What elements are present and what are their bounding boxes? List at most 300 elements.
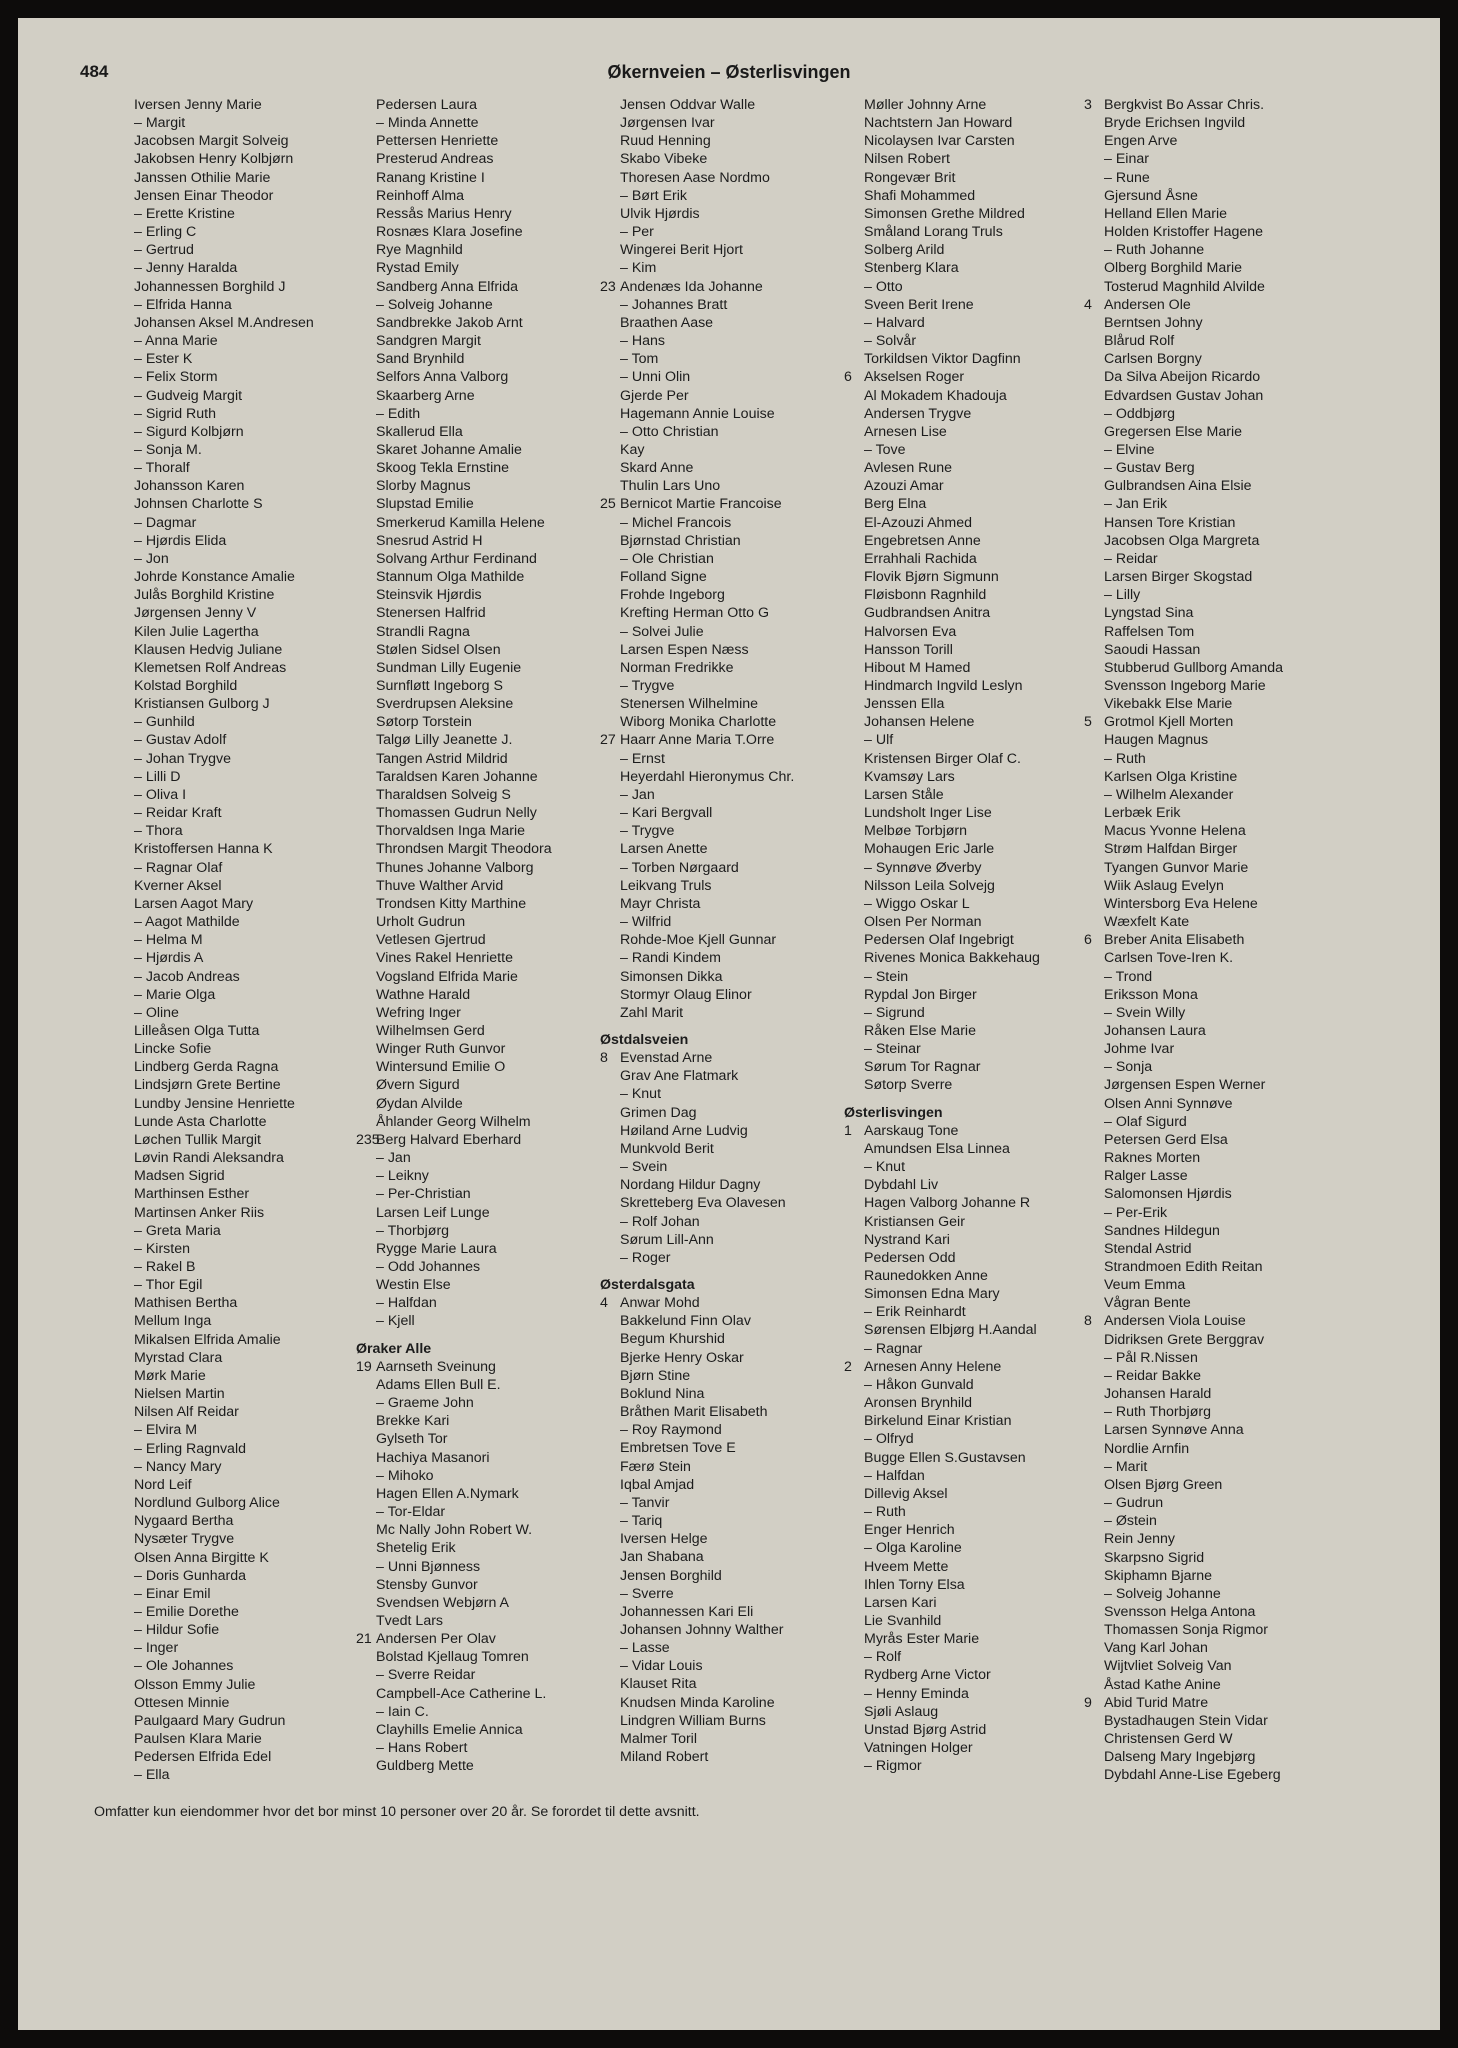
resident-name: – Reidar Bakke	[1104, 1367, 1201, 1384]
house-number	[114, 568, 134, 586]
house-number	[356, 1204, 376, 1222]
footnote: Omfatter kun eiendommer hvor det bor minst 10 personer over 20 år. Se forordet til dette avsnitt.	[94, 1804, 700, 1820]
house-number	[600, 877, 620, 895]
resident-entry	[114, 750, 364, 768]
resident-name: Nilsson Leila Solvejg	[864, 877, 995, 894]
resident-name: – Ruth Johanne	[1104, 242, 1205, 259]
resident-entry	[600, 677, 850, 695]
house-number	[114, 187, 134, 205]
resident-name: – Lasse	[620, 1640, 670, 1657]
resident-name: Nordlund Gulborg Alice	[134, 1495, 280, 1512]
house-number	[1084, 1294, 1104, 1312]
resident-name: Frohde Ingeborg	[620, 587, 725, 604]
resident-entry	[600, 604, 850, 622]
house-number	[600, 332, 620, 350]
resident-name: – Svein Willy	[1104, 1004, 1186, 1021]
house-number	[844, 1594, 864, 1612]
resident-name: Svendsen Webjørn A	[376, 1594, 510, 1611]
house-number	[1084, 441, 1104, 459]
house-number	[356, 1004, 376, 1022]
resident-name: Petersen Gerd Elsa	[1104, 1131, 1228, 1148]
resident-entry	[114, 1149, 364, 1167]
resident-name: Ottesen Minnie	[134, 1694, 230, 1711]
resident-entry	[844, 550, 1094, 568]
resident-entry	[114, 223, 364, 241]
resident-entry	[844, 96, 1094, 114]
resident-name: – Gustav Adolf	[134, 732, 227, 749]
resident-entry	[356, 968, 606, 986]
resident-name: Winger Ruth Gunvor	[376, 1041, 506, 1058]
resident-entry	[600, 1712, 850, 1730]
house-number	[356, 1376, 376, 1394]
resident-entry	[356, 1539, 606, 1557]
resident-entry	[600, 1439, 850, 1457]
resident-name: Olsen Anni Synnøve	[1104, 1095, 1233, 1112]
resident-entry	[600, 1067, 850, 1085]
resident-name: Clayhills Emelie Annica	[376, 1721, 523, 1738]
resident-name: – Anna Marie	[134, 333, 218, 350]
resident-entry	[114, 532, 364, 550]
resident-entry	[114, 1549, 364, 1567]
house-number	[844, 1321, 864, 1339]
resident-name: Bjerke Henry Oskar	[620, 1349, 744, 1366]
resident-name: Urholt Gudrun	[376, 914, 466, 931]
resident-name: Kristoffersen Hanna K	[134, 841, 273, 858]
resident-entry	[600, 931, 850, 949]
resident-name: Jacobsen Margit Solveig	[134, 133, 289, 150]
resident-entry	[844, 1267, 1094, 1285]
house-number	[844, 169, 864, 187]
house-number	[1084, 750, 1104, 768]
house-number	[600, 949, 620, 967]
resident-name: Salomonsen Hjørdis	[1104, 1186, 1232, 1203]
resident-entry	[356, 568, 606, 586]
house-number	[844, 1231, 864, 1249]
resident-name: Sandberg Anna Elfrida	[376, 278, 518, 295]
resident-entry	[1084, 296, 1334, 314]
resident-entry	[356, 1149, 606, 1167]
house-number	[1084, 768, 1104, 786]
house-number	[114, 713, 134, 731]
resident-entry	[844, 1076, 1094, 1094]
resident-entry	[356, 187, 606, 205]
resident-name: Holden Kristoffer Hagene	[1104, 224, 1264, 241]
house-number	[114, 1349, 134, 1367]
resident-name: Throndsen Margit Theodora	[376, 841, 552, 858]
house-number	[114, 1276, 134, 1294]
resident-entry	[356, 786, 606, 804]
resident-entry	[1084, 1095, 1334, 1113]
resident-entry	[114, 1204, 364, 1222]
resident-entry	[600, 477, 850, 495]
resident-name: Øvern Sigurd	[376, 1077, 460, 1094]
resident-entry	[600, 114, 850, 132]
house-number	[844, 1430, 864, 1448]
resident-entry	[114, 623, 364, 641]
resident-entry	[844, 1757, 1094, 1775]
house-number	[114, 278, 134, 296]
resident-entry	[1084, 1440, 1334, 1458]
resident-name: Hindmarch Ingvild Leslyn	[864, 678, 1023, 694]
house-number	[600, 804, 620, 822]
resident-entry	[1084, 1530, 1334, 1548]
resident-entry	[114, 604, 364, 622]
house-number	[844, 96, 864, 114]
resident-name: Kristiansen Gulborg J	[134, 696, 270, 713]
resident-name: – Hjørdis Elida	[134, 532, 227, 549]
resident-name: Jensen Einar Theodor	[134, 187, 274, 204]
house-number: 235	[356, 1131, 380, 1148]
house-number	[1084, 187, 1104, 205]
resident-name: Slupstad Emilie	[376, 496, 474, 513]
resident-entry	[844, 931, 1094, 949]
resident-name: – Sonja	[1104, 1059, 1153, 1076]
resident-name: – Solveig Johanne	[1104, 1585, 1221, 1602]
resident-entry	[1084, 1331, 1334, 1349]
resident-entry	[600, 150, 850, 168]
resident-entry	[1084, 1367, 1334, 1385]
resident-name: Avlesen Rune	[864, 460, 953, 477]
resident-name: Sandbrekke Jakob Arnt	[376, 314, 523, 331]
resident-name: – Thor Egil	[134, 1277, 203, 1294]
resident-entry	[600, 1694, 850, 1712]
resident-entry	[844, 150, 1094, 168]
resident-entry	[356, 1004, 606, 1022]
resident-entry	[600, 1213, 850, 1231]
resident-name: Ulvik Hjørdis	[620, 205, 700, 222]
house-number	[114, 1421, 134, 1439]
house-number	[114, 423, 134, 441]
resident-name: Rystad Emily	[376, 260, 459, 277]
house-number	[600, 241, 620, 259]
resident-name: Strøm Halfdan Birger	[1104, 841, 1238, 858]
house-number	[114, 1512, 134, 1530]
resident-name: Munkvold Berit	[620, 1140, 714, 1157]
resident-entry	[600, 786, 850, 804]
resident-entry	[114, 495, 364, 513]
resident-name: – Emilie Dorethe	[134, 1603, 239, 1620]
resident-entry	[114, 1712, 364, 1730]
resident-name: Bryde Erichsen Ingvild	[1104, 115, 1246, 132]
resident-entry	[114, 859, 364, 877]
resident-entry	[356, 350, 606, 368]
resident-name: – Jan Erik	[1104, 496, 1168, 513]
house-number	[844, 1685, 864, 1703]
resident-name: Jensen Oddvar Walle	[620, 97, 756, 113]
resident-name: Bakkelund Finn Olav	[620, 1313, 751, 1330]
house-number	[356, 949, 376, 967]
house-number	[844, 804, 864, 822]
house-number	[356, 604, 376, 622]
resident-name: Kverner Aksel	[134, 877, 222, 894]
resident-name: Dybdahl Liv	[864, 1177, 939, 1194]
house-number	[1084, 1058, 1104, 1076]
resident-entry	[600, 259, 850, 277]
resident-name: Skaarberg Arne	[376, 387, 475, 404]
resident-entry	[844, 822, 1094, 840]
resident-entry	[1084, 1385, 1334, 1403]
street-heading: Østerlisvingen	[844, 1104, 943, 1121]
resident-name: Jørgensen Jenny V	[134, 605, 257, 622]
house-number	[356, 1312, 376, 1330]
resident-entry	[114, 150, 364, 168]
house-number	[600, 1748, 620, 1766]
resident-name: – Rolf Johan	[620, 1213, 700, 1230]
resident-entry	[356, 296, 606, 314]
column-3	[600, 96, 850, 1766]
resident-entry	[1084, 532, 1334, 550]
resident-name: Svensson Ingeborg Marie	[1104, 678, 1266, 694]
resident-name: Enger Henrich	[864, 1522, 955, 1539]
house-number	[114, 877, 134, 895]
resident-name: Olsson Emmy Julie	[134, 1676, 256, 1693]
resident-name: Bystadhaugen Stein Vidar	[1104, 1712, 1268, 1729]
resident-entry	[844, 1412, 1094, 1430]
house-number	[114, 1076, 134, 1094]
resident-name: Tharaldsen Solveig S	[376, 786, 511, 803]
house-number	[114, 1004, 134, 1022]
resident-name: – Hildur Sofie	[134, 1622, 220, 1639]
house-number	[114, 659, 134, 677]
resident-name: Stenersen Wilhelmine	[620, 696, 758, 713]
house-number	[1084, 1022, 1104, 1040]
house-number	[114, 1367, 134, 1385]
resident-name: Snesrud Astrid H	[376, 532, 483, 549]
resident-name: Larsen Leif Lunge	[376, 1204, 490, 1221]
house-number	[114, 514, 134, 532]
resident-entry	[1084, 1058, 1334, 1076]
house-number	[600, 1730, 620, 1748]
resident-name: – Jon	[134, 550, 169, 567]
house-number	[600, 713, 620, 731]
house-number	[600, 387, 620, 405]
resident-entry	[600, 731, 850, 749]
resident-name: – Per-Erik	[1104, 1204, 1168, 1221]
resident-entry	[844, 1058, 1094, 1076]
resident-entry	[600, 877, 850, 895]
resident-entry	[114, 986, 364, 1004]
resident-entry	[1084, 586, 1334, 604]
resident-entry	[600, 1675, 850, 1693]
resident-name: Paulgaard Mary Gudrun	[134, 1712, 286, 1729]
resident-entry	[114, 804, 364, 822]
resident-name: Jørgensen Espen Werner	[1104, 1077, 1266, 1094]
resident-name: Skaret Johanne Amalie	[376, 441, 522, 458]
house-number	[600, 659, 620, 677]
resident-entry	[114, 1621, 364, 1639]
resident-entry	[114, 1113, 364, 1131]
house-number	[1084, 1458, 1104, 1476]
house-number	[114, 350, 134, 368]
resident-entry	[1084, 1258, 1334, 1276]
resident-name: – Unni Olin	[620, 369, 691, 386]
resident-entry	[600, 1458, 850, 1476]
resident-name: Stormyr Olaug Elinor	[620, 986, 752, 1003]
resident-entry	[844, 332, 1094, 350]
resident-name: Johansen Aksel M.Andresen	[134, 314, 314, 331]
resident-entry	[114, 368, 364, 386]
resident-name: Mellum Inga	[134, 1313, 212, 1330]
house-number	[114, 1040, 134, 1058]
house-number	[844, 586, 864, 604]
resident-entry	[844, 1485, 1094, 1503]
resident-name: – Nancy Mary	[134, 1458, 222, 1475]
house-number	[356, 423, 376, 441]
house-number	[114, 641, 134, 659]
resident-name: Iversen Helge	[620, 1531, 708, 1548]
resident-entry	[600, 1748, 850, 1766]
house-number	[356, 241, 376, 259]
resident-name: – Rune	[1104, 169, 1150, 186]
resident-entry	[356, 1739, 606, 1757]
resident-entry	[1084, 1349, 1334, 1367]
resident-entry	[844, 1194, 1094, 1212]
resident-name: Berntsen Johny	[1104, 314, 1203, 331]
house-number	[1084, 1149, 1104, 1167]
house-number	[114, 96, 134, 114]
house-number	[356, 278, 376, 296]
house-number	[1084, 1585, 1104, 1603]
house-number	[844, 931, 864, 949]
house-number	[1084, 314, 1104, 332]
house-number	[1084, 1657, 1104, 1675]
resident-entry	[1084, 1748, 1334, 1766]
house-number	[114, 1294, 134, 1312]
resident-name: Nordlie Arnfin	[1104, 1440, 1190, 1457]
house-number	[1084, 877, 1104, 895]
resident-entry	[844, 1430, 1094, 1448]
resident-name: – Jenny Haralda	[134, 260, 238, 277]
house-number	[356, 1149, 376, 1167]
resident-name: – Henny Eminda	[864, 1685, 969, 1702]
house-number	[356, 1294, 376, 1312]
house-number	[356, 550, 376, 568]
resident-name: Åhlander Georg Wilhelm	[376, 1113, 531, 1130]
house-number	[844, 550, 864, 568]
house-number	[844, 1058, 864, 1076]
resident-entry	[1084, 695, 1334, 713]
resident-entry	[844, 495, 1094, 513]
resident-name: – Trygve	[620, 678, 675, 694]
resident-name: Mørk Marie	[134, 1367, 206, 1384]
resident-name: Nicolaysen Ivar Carsten	[864, 133, 1015, 150]
resident-name: Saoudi Hassan	[1104, 641, 1201, 658]
house-number	[114, 1185, 134, 1203]
house-number	[844, 1267, 864, 1285]
house-number	[114, 150, 134, 168]
resident-name: Thomassen Sonja Rigmor	[1104, 1622, 1269, 1639]
house-number	[114, 1603, 134, 1621]
resident-entry	[1084, 1167, 1334, 1185]
resident-entry	[1084, 1040, 1334, 1058]
resident-name: Berg Halvard Eberhard	[376, 1131, 522, 1148]
resident-entry	[114, 568, 364, 586]
resident-entry	[600, 1049, 850, 1067]
house-number	[114, 1748, 134, 1766]
resident-entry	[1084, 1712, 1334, 1730]
resident-name: – Per	[620, 224, 654, 241]
house-number	[114, 205, 134, 223]
resident-name: Vines Rakel Henriette	[376, 950, 513, 967]
house-number	[844, 1576, 864, 1594]
house-number	[356, 332, 376, 350]
resident-name: – Ole Johannes	[134, 1658, 234, 1675]
resident-name: Løvin Randi Aleksandra	[134, 1150, 284, 1167]
house-number	[600, 1421, 620, 1439]
resident-name: Sørum Lill-Ann	[620, 1231, 714, 1248]
resident-entry	[114, 1403, 364, 1421]
house-number: 6	[1084, 932, 1092, 949]
house-number	[600, 986, 620, 1004]
house-number	[1084, 1258, 1104, 1276]
house-number	[356, 586, 376, 604]
resident-name: – Kari Bergvall	[620, 805, 713, 822]
resident-entry	[1084, 550, 1334, 568]
resident-name: Martinsen Anker Riis	[134, 1204, 265, 1221]
resident-entry	[600, 1603, 850, 1621]
resident-name: Smerkerud Kamilla Helene	[376, 514, 545, 531]
resident-entry	[114, 514, 364, 532]
resident-entry	[356, 205, 606, 223]
resident-entry	[600, 1158, 850, 1176]
resident-name: Sverdrupsen Aleksine	[376, 696, 514, 713]
house-number	[114, 1095, 134, 1113]
resident-name: – Tariq	[620, 1513, 663, 1530]
resident-entry	[600, 1548, 850, 1566]
resident-entry	[356, 1076, 606, 1094]
resident-entry	[1084, 1076, 1334, 1094]
resident-name: – Thorbjørg	[376, 1222, 450, 1239]
house-number	[844, 623, 864, 641]
house-number	[114, 1312, 134, 1330]
resident-entry	[114, 913, 364, 931]
resident-name: Heyerdahl Hieronymus Chr.	[620, 768, 795, 785]
resident-name: Skabo Vibeke	[620, 151, 708, 168]
house-number: 4	[600, 1295, 608, 1312]
resident-name: Hibout M Hamed	[864, 659, 971, 676]
resident-entry	[356, 695, 606, 713]
house-number	[844, 495, 864, 513]
resident-name: – Gudveig Margit	[134, 387, 243, 404]
house-number	[1084, 1131, 1104, 1149]
resident-name: Svensson Helga Antona	[1104, 1603, 1256, 1620]
resident-entry	[1084, 641, 1334, 659]
resident-entry	[1084, 459, 1334, 477]
resident-name: Veum Emma	[1104, 1277, 1186, 1294]
resident-name: Dillevig Aksel	[864, 1485, 948, 1502]
resident-entry	[1084, 332, 1334, 350]
house-number	[844, 713, 864, 731]
house-number	[356, 387, 376, 405]
house-number	[114, 223, 134, 241]
resident-entry	[844, 731, 1094, 749]
house-number	[844, 568, 864, 586]
resident-entry	[114, 1494, 364, 1512]
resident-entry	[844, 786, 1094, 804]
house-number	[1084, 278, 1104, 296]
resident-name: Knudsen Minda Karoline	[620, 1694, 775, 1711]
resident-entry	[600, 1231, 850, 1249]
resident-name: – Elvira M	[134, 1422, 198, 1439]
house-number	[600, 514, 620, 532]
resident-name: – Torben Nørgaard	[620, 859, 739, 876]
resident-entry	[356, 1095, 606, 1113]
resident-name: Slorby Magnus	[376, 478, 471, 495]
resident-entry	[356, 1358, 606, 1376]
house-number	[114, 968, 134, 986]
resident-name: Johansson Karen	[134, 478, 245, 495]
resident-name: Raunedokken Anne	[864, 1268, 988, 1284]
